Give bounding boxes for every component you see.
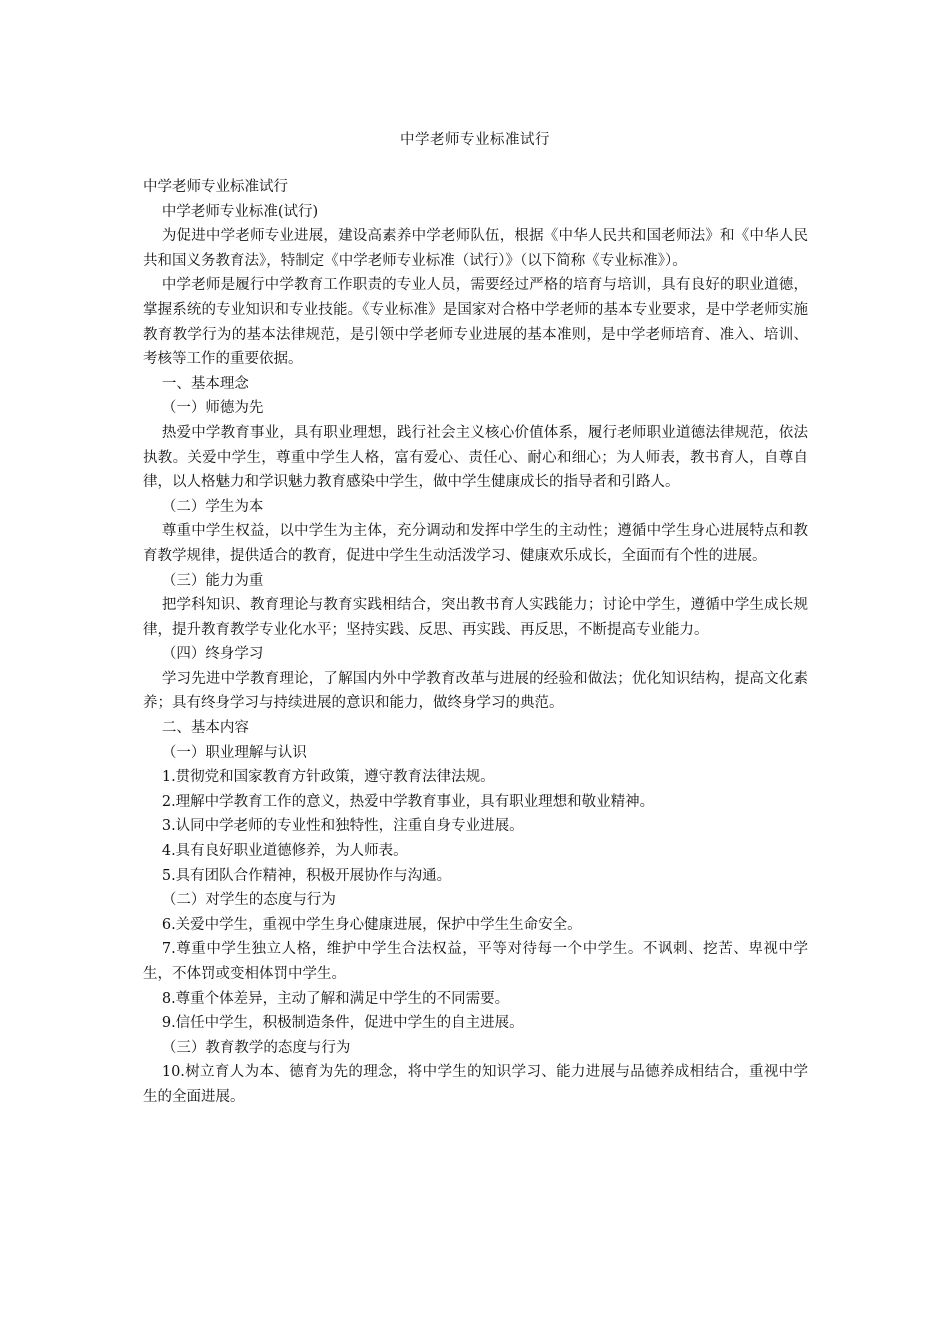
paragraph: 1.贯彻党和国家教育方针政策，遵守教育法律法规。 <box>161 769 495 786</box>
paragraph: （一）师德为先 <box>161 400 264 417</box>
paragraph: 5.具有团队合作精神，积极开展协作与沟通。 <box>161 867 452 884</box>
paragraph: 一、基本理念 <box>161 375 249 392</box>
paragraph: 热爱中学教育事业，具有职业理想，践行社会主义核心价值体系，履行老师职业道德法律规范，依法执教。关爱中学生，尊重中学生人格，富有爱心、责任心、耐心和细心；为人师表，教书育人，自尊自律，以人格魅力和学识魅力教育感染中学生，做中学生健康成长的指导者和引路人。 <box>143 424 808 491</box>
paragraph: （二）对学生的态度与行为 <box>161 892 336 909</box>
paragraph: 10.树立育人为本、德育为先的理念，将中学生的知识学习、能力进展与品德养成相结合，重视中学生的全面进展。 <box>143 1064 808 1105</box>
paragraph: 把学科知识、教育理论与教育实践相结合，突出教书育人实践能力；讨论中学生，遵循中学生成长规律，提升教育教学专业化水平；坚持实践、反思、再实践、再反思，不断提高专业能力。 <box>143 597 808 638</box>
paragraph: （三）能力为重 <box>161 572 264 589</box>
paragraph: 7.尊重中学生独立人格，维护中学生合法权益，平等对待每一个中学生。不讽刺、挖苦、卑视中学生，不体罚或变相体罚中学生。 <box>143 941 808 982</box>
paragraph: 8.尊重个体差异，主动了解和满足中学生的不同需要。 <box>161 990 510 1007</box>
paragraph: 9.信任中学生，积极制造条件，促进中学生的自主进展。 <box>161 1015 524 1032</box>
paragraph: 为促进中学老师专业进展，建设高素养中学老师队伍，根据《中华人民共和国老师法》和《中华人民共和国义务教育法》，特制定《中学老师专业标准（试行）》（以下简称《专业标准》）。 <box>143 228 808 269</box>
paragraph: 尊重中学生权益，以中学生为主体，充分调动和发挥中学生的主动性；遵循中学生身心进展特点和教育教学规律，提供适合的教育，促进中学生生动活泼学习、健康欢乐成长，全面而有个性的进展。 <box>143 523 808 564</box>
paragraph: 4.具有良好职业道德修养，为人师表。 <box>161 843 408 860</box>
paragraph: （三）教育教学的态度与行为 <box>161 1039 351 1056</box>
paragraph: 二、基本内容 <box>161 720 249 737</box>
paragraph: 2.理解中学教育工作的意义，热爱中学教育事业，具有职业理想和敬业精神。 <box>161 793 655 810</box>
paragraph: 6.关爱中学生，重视中学生身心健康进展，保护中学生生命安全。 <box>161 916 582 933</box>
document-title: 中学老师专业标准试行 <box>400 132 550 148</box>
paragraph: （一）职业理解与认识 <box>161 744 307 761</box>
paragraph: （二）学生为本 <box>161 498 264 515</box>
paragraph: 中学老师是履行中学教育工作职责的专业人员，需要经过严格的培育与培训，具有良好的职业道德，掌握系统的专业知识和专业技能。《专业标准》是国家对合格中学老师的基本专业要求，是中学老师实施教育教学行为的基本法律规范，是引领中学老师专业进展的基本准则，是中学老师培育、准入、培训、考核等工作的重要依据。 <box>143 277 808 368</box>
paragraph: （四）终身学习 <box>161 646 264 663</box>
paragraph: 3.认同中学老师的专业性和独特性，注重自身专业进展。 <box>161 818 524 835</box>
document-body <box>143 175 808 1110</box>
paragraph: 中学老师专业标准(试行) <box>161 203 319 220</box>
paragraph: 学习先进中学教育理论，了解国内外中学教育改革与进展的经验和做法；优化知识结构，提高文化素养；具有终身学习与持续进展的意识和能力，做终身学习的典范。 <box>143 670 808 712</box>
paragraph: 中学老师专业标准试行 <box>143 179 288 195</box>
